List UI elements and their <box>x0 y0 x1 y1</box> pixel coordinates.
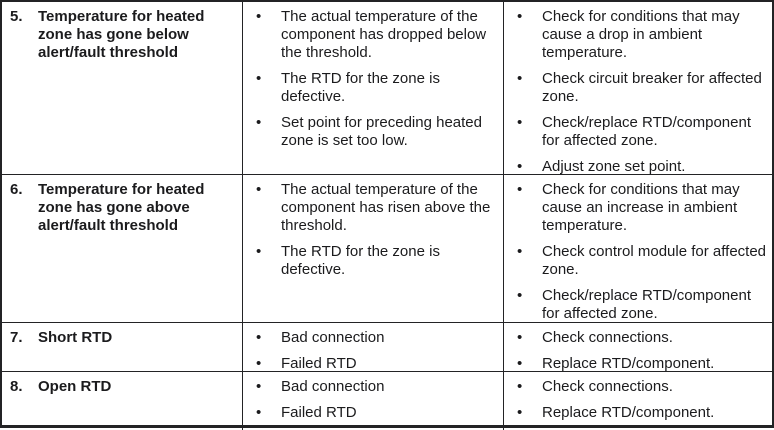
cause-text: The actual temperature of the component has risen above the threshold. <box>281 181 491 234</box>
causes-cell <box>243 372 504 430</box>
list-item <box>243 181 503 235</box>
row-number: 8. <box>10 378 23 395</box>
causes-cell <box>243 175 504 322</box>
bullet-icon: • <box>517 287 523 304</box>
remedy-text: Replace RTD/component. <box>542 355 715 372</box>
causes-list <box>243 8 503 150</box>
causes-list <box>243 181 503 279</box>
bullet-icon: • <box>517 8 523 25</box>
remedy-text: Check control module for affected zone. <box>542 243 767 278</box>
bullet-icon: • <box>517 243 523 260</box>
remedy-text: Replace RTD/component. <box>542 404 715 421</box>
list-item <box>243 114 503 150</box>
cause-text: Bad connection <box>281 378 385 395</box>
remedies-list <box>504 8 772 176</box>
problem-text: Short RTD <box>38 329 113 346</box>
remedy-text: Check connections. <box>542 329 673 346</box>
remedies-cell <box>504 175 772 322</box>
remedy-text: Check circuit breaker for affected zone. <box>542 70 762 105</box>
problem-cell <box>2 175 243 322</box>
list-item <box>504 287 772 323</box>
remedies-list <box>504 378 772 422</box>
bullet-icon: • <box>256 114 262 131</box>
list-item <box>504 181 772 235</box>
list-item <box>504 355 772 373</box>
bullet-icon: • <box>517 355 523 372</box>
bullet-icon: • <box>256 70 262 87</box>
remedies-cell <box>504 2 772 174</box>
bullet-icon: • <box>256 404 262 421</box>
list-item <box>243 329 503 347</box>
bullet-icon: • <box>256 243 262 260</box>
bullet-icon: • <box>517 181 523 198</box>
list-item <box>504 158 772 176</box>
table-row <box>2 323 772 372</box>
list-item <box>504 404 772 422</box>
remedy-text: Check for conditions that may cause an increase in ambient temperature. <box>542 181 740 234</box>
remedy-text: Check connections. <box>542 378 673 395</box>
row-number: 5. <box>10 8 23 25</box>
table-row <box>2 175 772 323</box>
bullet-icon: • <box>256 181 262 198</box>
remedy-text: Check/replace RTD/component for affected zone. <box>542 114 751 149</box>
problem-cell <box>2 323 243 371</box>
list-item <box>504 114 772 150</box>
causes-cell <box>243 2 504 174</box>
bullet-icon: • <box>256 355 262 372</box>
table-row <box>2 2 772 175</box>
list-item <box>243 378 503 396</box>
list-item <box>504 329 772 347</box>
list-item <box>504 70 772 106</box>
list-item <box>504 378 772 396</box>
list-item <box>243 404 503 422</box>
remedy-text: Check for conditions that may cause a drop in ambient temperature. <box>542 8 740 61</box>
remedies-list <box>504 329 772 373</box>
bullet-icon: • <box>256 329 262 346</box>
remedies-cell <box>504 323 772 371</box>
bullet-icon: • <box>517 378 523 395</box>
cause-text: Bad connection <box>281 329 385 346</box>
remedy-text: Check/replace RTD/component for affected zone. <box>542 287 751 322</box>
bullet-icon: • <box>517 114 523 131</box>
list-item <box>243 243 503 279</box>
bullet-icon: • <box>517 329 523 346</box>
bullet-icon: • <box>517 70 523 87</box>
causes-cell <box>243 323 504 371</box>
bullet-icon: • <box>256 378 262 395</box>
list-item <box>243 70 503 106</box>
bullet-icon: • <box>256 8 262 25</box>
cause-text: The actual temperature of the component has dropped below the threshold. <box>281 8 487 61</box>
bullet-icon: • <box>517 158 523 175</box>
remedies-list <box>504 181 772 323</box>
list-item <box>504 8 772 62</box>
row-number: 7. <box>10 329 23 346</box>
list-item <box>243 8 503 62</box>
problem-text: Temperature for heated zone has gone above alert/fault threshold <box>38 181 205 234</box>
remedies-cell <box>504 372 772 430</box>
causes-list <box>243 378 503 422</box>
list-item <box>504 243 772 279</box>
cause-text: The RTD for the zone is defective. <box>281 70 440 105</box>
problem-cell <box>2 2 243 174</box>
bullet-icon: • <box>517 404 523 421</box>
problem-text: Temperature for heated zone has gone below alert/fault threshold <box>38 8 205 61</box>
cause-text: Set point for preceding heated zone is set too low. <box>281 114 482 149</box>
problem-text: Open RTD <box>38 378 112 395</box>
row-number: 6. <box>10 181 23 198</box>
remedy-text: Adjust zone set point. <box>542 158 686 175</box>
table-row <box>2 372 772 430</box>
causes-list <box>243 329 503 373</box>
cause-text: Failed RTD <box>281 404 357 421</box>
cause-text: The RTD for the zone is defective. <box>281 243 440 278</box>
list-item <box>243 355 503 373</box>
problem-cell <box>2 372 243 430</box>
cause-text: Failed RTD <box>281 355 357 372</box>
